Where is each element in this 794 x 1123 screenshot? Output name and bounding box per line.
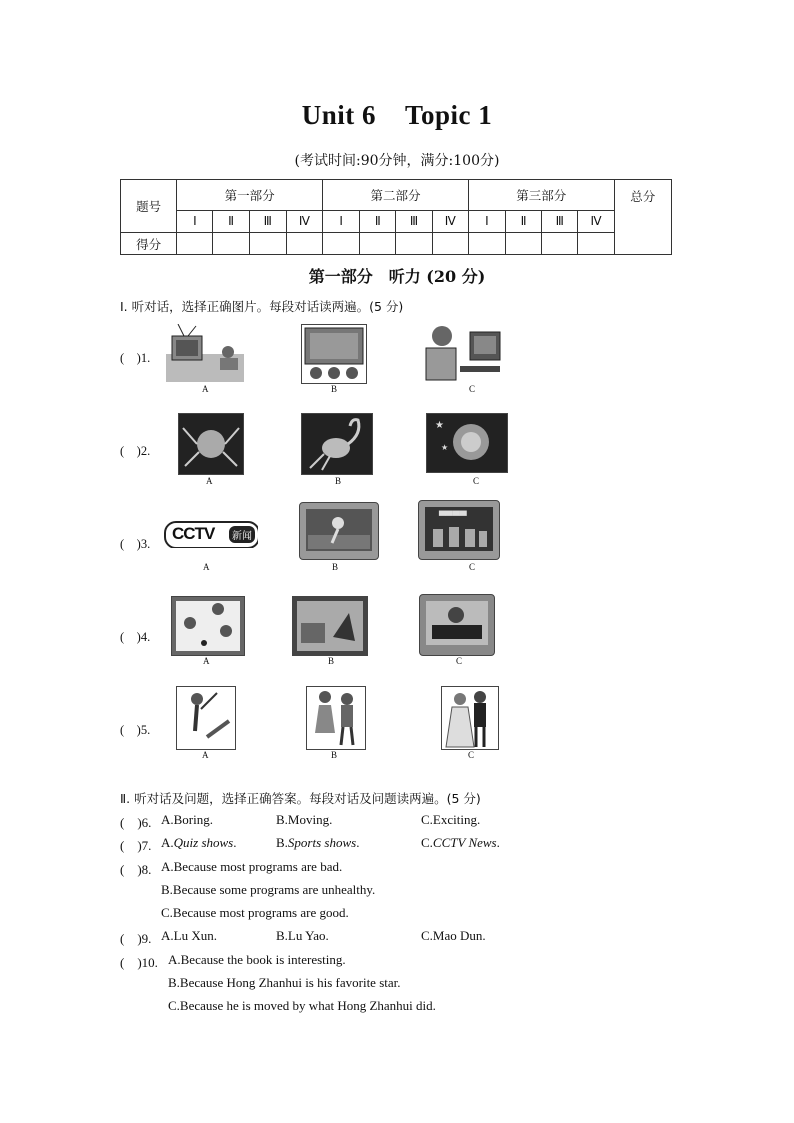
page-title <box>0 100 794 131</box>
svg-text:▀▀▀▀: ▀▀▀▀ <box>439 512 467 522</box>
q7-a-period: . <box>233 835 237 850</box>
crab-illustration <box>179 414 243 474</box>
q10-option-b[interactable]: B.Because Hong Zhanhui is his favorite star. <box>168 975 401 990</box>
q2-option-b-image[interactable] <box>301 413 373 475</box>
roman-cell: Ⅱ <box>213 211 249 233</box>
q10-option-c[interactable]: C.Because he is moved by what Hong Zhanhui did. <box>168 998 436 1013</box>
scorpion-illustration <box>302 414 372 474</box>
q7-b-letter: B. <box>276 835 288 850</box>
q7-a-letter: A. <box>161 835 174 850</box>
cctv-news-logo <box>164 521 258 548</box>
q6-option-a[interactable]: A.Boring. <box>161 812 213 827</box>
q2-caption-a: A <box>206 476 213 486</box>
exam-info: (考试时间:90分钟，满分:100分) <box>294 153 500 169</box>
q7-b-text: Sports shows <box>287 835 357 850</box>
score-input-cell[interactable] <box>213 233 249 255</box>
roman-cell: Ⅳ <box>578 211 614 233</box>
score-input-cell[interactable] <box>432 233 468 255</box>
score-input-cell[interactable] <box>578 233 614 255</box>
roman-cell: Ⅰ <box>468 211 505 233</box>
q4-option-a-image[interactable] <box>171 596 245 656</box>
q8-option-a[interactable]: A.Because most programs are bad. <box>161 859 343 874</box>
q9-option-c[interactable]: C.Mao Dun. <box>421 928 486 943</box>
q1-option-b-image[interactable] <box>301 324 367 384</box>
q3-option-b-image[interactable] <box>299 502 379 560</box>
roman-cell: Ⅲ <box>249 211 286 233</box>
score-input-cell[interactable] <box>249 233 286 255</box>
q5-option-a-image[interactable] <box>176 686 236 750</box>
q8-number: ( )8. <box>120 862 152 877</box>
computer-user-illustration <box>420 322 502 382</box>
roman-cell: Ⅲ <box>396 211 432 233</box>
sports-tv-illustration <box>300 503 378 559</box>
svg-text:★: ★ <box>435 420 444 431</box>
roman-cell: Ⅱ <box>360 211 396 233</box>
q4-caption-b: B <box>328 656 335 666</box>
q8-option-b[interactable]: B.Because some programs are unhealthy. <box>161 882 376 897</box>
q7-a-text: Quiz shows <box>173 835 234 850</box>
part-1-instruction: Ⅰ. 听对话，选择正确图片。每段对话读两遍。(5 分) <box>120 299 404 314</box>
score-input-cell[interactable] <box>360 233 396 255</box>
title-unit: Unit 6 <box>301 100 376 130</box>
q4-caption-a: A <box>203 656 210 666</box>
lion-illustration <box>427 414 507 472</box>
roman-cell: Ⅳ <box>432 211 468 233</box>
q7-c-period: . <box>496 835 500 850</box>
total-header: 总分 <box>614 180 671 255</box>
drama-illustration <box>293 597 367 655</box>
part-2-header: 第二部分 <box>323 180 469 211</box>
q9-option-b[interactable]: B.Lu Yao. <box>276 928 329 943</box>
q4-option-c-image[interactable] <box>419 594 495 656</box>
q3-option-a-image[interactable] <box>164 518 258 548</box>
q8-option-c[interactable]: C.Because most programs are good. <box>161 905 349 920</box>
roman-cell: Ⅲ <box>542 211 578 233</box>
q5-caption-a: A <box>202 750 209 760</box>
q3-caption-a: A <box>203 562 210 572</box>
q10-option-a[interactable]: A.Because the book is interesting. <box>168 952 346 967</box>
tv-watching-illustration <box>166 324 244 382</box>
q7-option-a[interactable] <box>161 835 237 851</box>
cctv-logo-text: CCTV <box>172 524 215 543</box>
q5-caption-b: B <box>331 750 338 760</box>
q7-option-c[interactable] <box>421 835 500 851</box>
svg-text:★: ★ <box>441 443 449 452</box>
q1-caption-b: B <box>331 384 338 394</box>
question-1-number: ( )1. <box>120 351 151 365</box>
q4-caption-c: C <box>456 656 463 666</box>
roman-cell: Ⅱ <box>506 211 542 233</box>
cinema-illustration <box>302 325 366 383</box>
action-illustration <box>177 687 235 749</box>
score-input-cell[interactable] <box>542 233 578 255</box>
question-3-number: ( )3. <box>120 537 151 551</box>
part-2-instruction: Ⅱ. 听对话及问题，选择正确答案。每段对话及问题读两遍。(5 分) <box>120 791 481 806</box>
q9-number: ( )9. <box>120 931 152 946</box>
score-table <box>120 179 672 255</box>
q3-caption-b: B <box>332 562 339 572</box>
wedding-illustration <box>442 687 498 749</box>
question-5-number: ( )5. <box>120 723 151 737</box>
score-input-cell[interactable] <box>396 233 432 255</box>
q2-option-a-image[interactable] <box>178 413 244 475</box>
score-input-cell[interactable] <box>323 233 360 255</box>
couple-illustration <box>307 687 365 749</box>
q1-caption-a: A <box>202 384 209 394</box>
q1-option-c-image[interactable] <box>420 322 502 382</box>
q7-number: ( )7. <box>120 838 152 853</box>
score-input-cell[interactable] <box>468 233 505 255</box>
score-input-cell[interactable] <box>286 233 322 255</box>
question-4-number: ( )4. <box>120 630 151 644</box>
part-3-header: 第三部分 <box>468 180 614 211</box>
q9-option-a[interactable]: A.Lu Xun. <box>161 928 217 943</box>
q7-c-text: CCTV News <box>432 835 497 850</box>
q7-c-letter: C. <box>421 835 433 850</box>
part-1-header: 第一部分 <box>177 180 323 211</box>
title-topic: Topic 1 <box>404 100 493 130</box>
row-label-score: 得分 <box>121 233 177 255</box>
roman-cell: Ⅰ <box>177 211 213 233</box>
score-input-cell[interactable] <box>506 233 542 255</box>
q5-option-b-image[interactable] <box>306 686 366 750</box>
q3-caption-c: C <box>469 562 476 572</box>
q6-option-b[interactable]: B.Moving. <box>276 812 333 827</box>
q7-option-b[interactable] <box>276 835 359 851</box>
score-input-cell[interactable] <box>177 233 213 255</box>
q6-option-c[interactable]: C.Exciting. <box>421 812 481 827</box>
roman-cell: Ⅳ <box>286 211 322 233</box>
q2-option-c-image[interactable] <box>426 413 508 473</box>
q2-caption-b: B <box>335 476 342 486</box>
q2-caption-c: C <box>473 476 480 486</box>
q5-option-c-image[interactable] <box>441 686 499 750</box>
q4-option-b-image[interactable] <box>292 596 368 656</box>
quiz-show-tv-illustration <box>419 501 499 559</box>
cartoon-illustration <box>172 597 244 655</box>
q1-caption-c: C <box>469 384 476 394</box>
q3-option-c-image[interactable] <box>418 500 500 560</box>
news-logo-text: 新闻 <box>229 526 255 543</box>
q6-number: ( )6. <box>120 815 152 830</box>
roman-cell: Ⅰ <box>323 211 360 233</box>
q5-caption-c: C <box>468 750 475 760</box>
science-program-tv-illustration <box>420 595 494 655</box>
row-label-question-no: 题号 <box>121 180 177 233</box>
q7-b-period: . <box>356 835 360 850</box>
question-2-number: ( )2. <box>120 444 151 458</box>
section-1-heading: 第一部分 听力 (20 分) <box>308 267 486 286</box>
q1-option-a-image[interactable] <box>166 324 244 382</box>
q10-number: ( )10. <box>120 955 158 970</box>
